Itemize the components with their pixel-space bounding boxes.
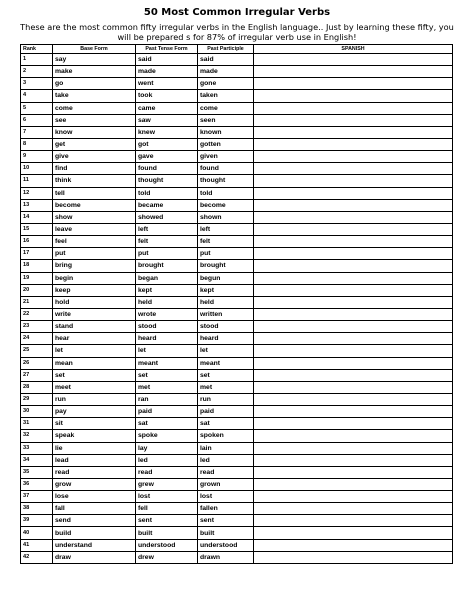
table-row: [21, 454, 453, 466]
base-form-cell: give: [53, 151, 136, 163]
rank-cell: 38: [21, 503, 53, 515]
base-form-cell: lead: [53, 454, 136, 466]
spanish-cell[interactable]: [254, 114, 453, 126]
spanish-cell[interactable]: [254, 466, 453, 478]
table-row: [21, 284, 453, 296]
rank-cell: 7: [21, 126, 53, 138]
spanish-cell[interactable]: [254, 527, 453, 539]
base-form-cell: fall: [53, 503, 136, 515]
spanish-cell[interactable]: [254, 126, 453, 138]
past-tense-cell: knew: [136, 126, 198, 138]
past-tense-cell: meant: [136, 357, 198, 369]
base-form-cell: draw: [53, 551, 136, 563]
base-form-cell: lie: [53, 442, 136, 454]
past-tense-cell: came: [136, 102, 198, 114]
past-tense-cell: stood: [136, 321, 198, 333]
base-form-cell: put: [53, 248, 136, 260]
rank-cell: 31: [21, 418, 53, 430]
spanish-cell[interactable]: [254, 345, 453, 357]
base-form-cell: know: [53, 126, 136, 138]
base-form-cell: begin: [53, 272, 136, 284]
rank-cell: 36: [21, 478, 53, 490]
base-form-cell: sit: [53, 418, 136, 430]
table-row: [21, 406, 453, 418]
table-row: [21, 357, 453, 369]
spanish-cell[interactable]: [254, 248, 453, 260]
base-form-cell: bring: [53, 260, 136, 272]
spanish-cell[interactable]: [254, 211, 453, 223]
base-form-cell: hold: [53, 296, 136, 308]
base-form-cell: grow: [53, 478, 136, 490]
header-base-form: Base Form: [53, 45, 136, 54]
table-row: [21, 54, 453, 66]
table-row: [21, 551, 453, 563]
past-participle-cell: made: [198, 66, 254, 78]
base-form-cell: show: [53, 211, 136, 223]
spanish-cell[interactable]: [254, 369, 453, 381]
rank-cell: 6: [21, 114, 53, 126]
past-participle-cell: paid: [198, 406, 254, 418]
spanish-cell[interactable]: [254, 272, 453, 284]
past-participle-cell: sat: [198, 418, 254, 430]
table-row: [21, 223, 453, 235]
table-row: [21, 199, 453, 211]
header-past-tense: Past Tense Form: [136, 45, 198, 54]
spanish-cell[interactable]: [254, 163, 453, 175]
base-form-cell: feel: [53, 236, 136, 248]
past-participle-cell: stood: [198, 321, 254, 333]
intro-paragraph: These are the most common fifty irregular verbs in the English language.. Just by learning these fifty, you will be prepared s for 87% of irregular verb use in English!: [20, 22, 454, 42]
base-form-cell: say: [53, 54, 136, 66]
past-participle-cell: found: [198, 163, 254, 175]
past-tense-cell: spoke: [136, 430, 198, 442]
spanish-cell[interactable]: [254, 102, 453, 114]
table-row: [21, 393, 453, 405]
spanish-cell[interactable]: [254, 491, 453, 503]
past-participle-cell: felt: [198, 236, 254, 248]
past-tense-cell: left: [136, 223, 198, 235]
past-participle-cell: understood: [198, 539, 254, 551]
rank-cell: 17: [21, 248, 53, 260]
table-row: [21, 369, 453, 381]
past-participle-cell: lain: [198, 442, 254, 454]
past-participle-cell: heard: [198, 333, 254, 345]
past-participle-cell: become: [198, 199, 254, 211]
past-participle-cell: meant: [198, 357, 254, 369]
past-tense-cell: went: [136, 78, 198, 90]
past-participle-cell: known: [198, 126, 254, 138]
past-participle-cell: gotten: [198, 138, 254, 150]
spanish-cell[interactable]: [254, 503, 453, 515]
past-tense-cell: kept: [136, 284, 198, 296]
table-row: [21, 66, 453, 78]
rank-cell: 11: [21, 175, 53, 187]
past-tense-cell: led: [136, 454, 198, 466]
past-tense-cell: paid: [136, 406, 198, 418]
past-tense-cell: read: [136, 466, 198, 478]
spanish-cell[interactable]: [254, 199, 453, 211]
header-rank: Rank: [21, 45, 53, 54]
table-header-row: [21, 45, 453, 54]
spanish-cell[interactable]: [254, 454, 453, 466]
past-participle-cell: kept: [198, 284, 254, 296]
past-tense-cell: got: [136, 138, 198, 150]
spanish-cell[interactable]: [254, 187, 453, 199]
past-tense-cell: saw: [136, 114, 198, 126]
table-row: [21, 211, 453, 223]
table-row: [21, 381, 453, 393]
spanish-cell[interactable]: [254, 175, 453, 187]
table-row: [21, 175, 453, 187]
spanish-cell[interactable]: [254, 393, 453, 405]
rank-cell: 18: [21, 260, 53, 272]
rank-cell: 42: [21, 551, 53, 563]
past-participle-cell: said: [198, 54, 254, 66]
past-tense-cell: found: [136, 163, 198, 175]
table-row: [21, 138, 453, 150]
past-tense-cell: held: [136, 296, 198, 308]
past-participle-cell: lost: [198, 491, 254, 503]
table-row: [21, 418, 453, 430]
rank-cell: 20: [21, 284, 53, 296]
table-row: [21, 539, 453, 551]
rank-cell: 34: [21, 454, 53, 466]
base-form-cell: run: [53, 393, 136, 405]
base-form-cell: understand: [53, 539, 136, 551]
past-participle-cell: sent: [198, 515, 254, 527]
table-row: [21, 163, 453, 175]
rank-cell: 9: [21, 151, 53, 163]
table-row: [21, 308, 453, 320]
past-tense-cell: set: [136, 369, 198, 381]
table-body: [21, 54, 453, 564]
past-participle-cell: led: [198, 454, 254, 466]
past-tense-cell: said: [136, 54, 198, 66]
spanish-cell[interactable]: [254, 236, 453, 248]
past-tense-cell: wrote: [136, 308, 198, 320]
table-row: [21, 90, 453, 102]
spanish-cell[interactable]: [254, 357, 453, 369]
spanish-cell[interactable]: [254, 260, 453, 272]
base-form-cell: hear: [53, 333, 136, 345]
base-form-cell: keep: [53, 284, 136, 296]
past-tense-cell: showed: [136, 211, 198, 223]
rank-cell: 41: [21, 539, 53, 551]
base-form-cell: make: [53, 66, 136, 78]
table-row: [21, 126, 453, 138]
base-form-cell: speak: [53, 430, 136, 442]
rank-cell: 22: [21, 308, 53, 320]
table-row: [21, 491, 453, 503]
past-tense-cell: took: [136, 90, 198, 102]
base-form-cell: meet: [53, 381, 136, 393]
spanish-cell[interactable]: [254, 321, 453, 333]
base-form-cell: become: [53, 199, 136, 211]
table-row: [21, 321, 453, 333]
rank-cell: 29: [21, 393, 53, 405]
base-form-cell: go: [53, 78, 136, 90]
base-form-cell: come: [53, 102, 136, 114]
table-row: [21, 151, 453, 163]
table-row: [21, 442, 453, 454]
rank-cell: 8: [21, 138, 53, 150]
spanish-cell[interactable]: [254, 66, 453, 78]
rank-cell: 35: [21, 466, 53, 478]
spanish-cell[interactable]: [254, 430, 453, 442]
past-participle-cell: set: [198, 369, 254, 381]
base-form-cell: stand: [53, 321, 136, 333]
spanish-cell[interactable]: [254, 381, 453, 393]
past-participle-cell: taken: [198, 90, 254, 102]
base-form-cell: mean: [53, 357, 136, 369]
base-form-cell: get: [53, 138, 136, 150]
past-tense-cell: met: [136, 381, 198, 393]
irregular-verbs-table: [20, 44, 453, 564]
rank-cell: 25: [21, 345, 53, 357]
past-participle-cell: grown: [198, 478, 254, 490]
past-participle-cell: read: [198, 466, 254, 478]
spanish-cell[interactable]: [254, 551, 453, 563]
spanish-cell[interactable]: [254, 296, 453, 308]
past-tense-cell: let: [136, 345, 198, 357]
table-row: [21, 272, 453, 284]
past-tense-cell: felt: [136, 236, 198, 248]
past-tense-cell: fell: [136, 503, 198, 515]
rank-cell: 10: [21, 163, 53, 175]
table-row: [21, 466, 453, 478]
rank-cell: 39: [21, 515, 53, 527]
table-row: [21, 114, 453, 126]
table-row: [21, 78, 453, 90]
past-tense-cell: told: [136, 187, 198, 199]
past-tense-cell: sat: [136, 418, 198, 430]
spanish-cell[interactable]: [254, 478, 453, 490]
table-row: [21, 102, 453, 114]
past-participle-cell: built: [198, 527, 254, 539]
table-row: [21, 345, 453, 357]
rank-cell: 5: [21, 102, 53, 114]
past-tense-cell: heard: [136, 333, 198, 345]
rank-cell: 33: [21, 442, 53, 454]
table-row: [21, 187, 453, 199]
past-tense-cell: gave: [136, 151, 198, 163]
past-tense-cell: understood: [136, 539, 198, 551]
base-form-cell: think: [53, 175, 136, 187]
past-participle-cell: seen: [198, 114, 254, 126]
rank-cell: 27: [21, 369, 53, 381]
rank-cell: 37: [21, 491, 53, 503]
rank-cell: 28: [21, 381, 53, 393]
past-participle-cell: drawn: [198, 551, 254, 563]
base-form-cell: write: [53, 308, 136, 320]
past-participle-cell: put: [198, 248, 254, 260]
base-form-cell: pay: [53, 406, 136, 418]
past-tense-cell: lost: [136, 491, 198, 503]
past-tense-cell: drew: [136, 551, 198, 563]
spanish-cell[interactable]: [254, 151, 453, 163]
page-title: 50 Most Common Irregular Verbs: [143, 7, 331, 18]
table-row: [21, 260, 453, 272]
header-spanish: SPANISH: [254, 45, 453, 54]
rank-cell: 2: [21, 66, 53, 78]
base-form-cell: lose: [53, 491, 136, 503]
base-form-cell: tell: [53, 187, 136, 199]
spanish-cell[interactable]: [254, 515, 453, 527]
spanish-cell[interactable]: [254, 442, 453, 454]
rank-cell: 24: [21, 333, 53, 345]
spanish-cell[interactable]: [254, 54, 453, 66]
base-form-cell: take: [53, 90, 136, 102]
base-form-cell: build: [53, 527, 136, 539]
past-participle-cell: met: [198, 381, 254, 393]
past-participle-cell: shown: [198, 211, 254, 223]
rank-cell: 19: [21, 272, 53, 284]
past-participle-cell: thought: [198, 175, 254, 187]
rank-cell: 32: [21, 430, 53, 442]
past-participle-cell: fallen: [198, 503, 254, 515]
rank-cell: 12: [21, 187, 53, 199]
past-participle-cell: left: [198, 223, 254, 235]
rank-cell: 16: [21, 236, 53, 248]
rank-cell: 14: [21, 211, 53, 223]
past-tense-cell: became: [136, 199, 198, 211]
rank-cell: 40: [21, 527, 53, 539]
table-row: [21, 236, 453, 248]
spanish-cell[interactable]: [254, 78, 453, 90]
spanish-cell[interactable]: [254, 333, 453, 345]
base-form-cell: set: [53, 369, 136, 381]
past-participle-cell: held: [198, 296, 254, 308]
table-row: [21, 296, 453, 308]
rank-cell: 23: [21, 321, 53, 333]
past-participle-cell: spoken: [198, 430, 254, 442]
table-row: [21, 333, 453, 345]
past-participle-cell: given: [198, 151, 254, 163]
past-tense-cell: ran: [136, 393, 198, 405]
past-tense-cell: sent: [136, 515, 198, 527]
rank-cell: 3: [21, 78, 53, 90]
past-participle-cell: gone: [198, 78, 254, 90]
table-row: [21, 503, 453, 515]
past-tense-cell: made: [136, 66, 198, 78]
base-form-cell: see: [53, 114, 136, 126]
base-form-cell: read: [53, 466, 136, 478]
past-participle-cell: written: [198, 308, 254, 320]
table-row: [21, 527, 453, 539]
past-participle-cell: begun: [198, 272, 254, 284]
spanish-cell[interactable]: [254, 406, 453, 418]
table-row: [21, 478, 453, 490]
spanish-cell[interactable]: [254, 284, 453, 296]
past-tense-cell: brought: [136, 260, 198, 272]
rank-cell: 15: [21, 223, 53, 235]
base-form-cell: leave: [53, 223, 136, 235]
header-past-participle: Past Participle: [198, 45, 254, 54]
past-tense-cell: began: [136, 272, 198, 284]
spanish-cell[interactable]: [254, 90, 453, 102]
spanish-cell[interactable]: [254, 308, 453, 320]
past-tense-cell: grew: [136, 478, 198, 490]
spanish-cell[interactable]: [254, 418, 453, 430]
past-participle-cell: run: [198, 393, 254, 405]
past-participle-cell: come: [198, 102, 254, 114]
spanish-cell[interactable]: [254, 539, 453, 551]
rank-cell: 21: [21, 296, 53, 308]
past-participle-cell: told: [198, 187, 254, 199]
base-form-cell: let: [53, 345, 136, 357]
past-participle-cell: brought: [198, 260, 254, 272]
table-row: [21, 515, 453, 527]
past-tense-cell: lay: [136, 442, 198, 454]
table-row: [21, 430, 453, 442]
past-tense-cell: put: [136, 248, 198, 260]
past-tense-cell: thought: [136, 175, 198, 187]
rank-cell: 13: [21, 199, 53, 211]
spanish-cell[interactable]: [254, 138, 453, 150]
table-row: [21, 248, 453, 260]
rank-cell: 1: [21, 54, 53, 66]
rank-cell: 4: [21, 90, 53, 102]
rank-cell: 26: [21, 357, 53, 369]
base-form-cell: find: [53, 163, 136, 175]
past-participle-cell: let: [198, 345, 254, 357]
base-form-cell: send: [53, 515, 136, 527]
past-tense-cell: built: [136, 527, 198, 539]
spanish-cell[interactable]: [254, 223, 453, 235]
rank-cell: 30: [21, 406, 53, 418]
